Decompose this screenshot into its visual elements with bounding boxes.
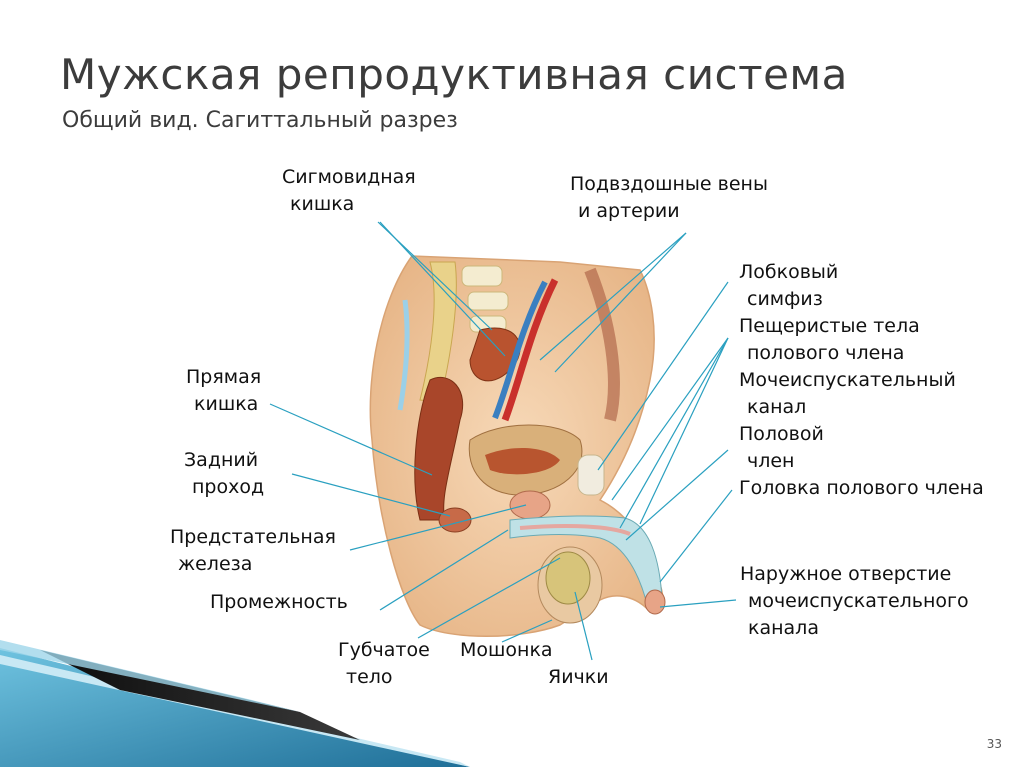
label-anus (184, 447, 264, 501)
label-line: Мочеиспускательный (739, 369, 956, 391)
label-spongy-body (338, 637, 430, 691)
label-line: железа (178, 553, 253, 575)
label-line: Губчатое (338, 639, 430, 661)
label-line: Подвздошные вены (570, 173, 768, 195)
label-line: Предстательная (170, 526, 336, 548)
label-line: и артерии (578, 200, 680, 222)
label-iliac-vessels (570, 171, 768, 225)
label-line: кишка (194, 393, 259, 415)
label-rectum (186, 364, 261, 418)
label-perineum (210, 589, 348, 616)
label-urethral-meatus (740, 561, 969, 642)
slide-title: Мужская репродуктивная система (60, 50, 848, 99)
label-prostate (170, 524, 336, 578)
label-line: канала (748, 617, 819, 639)
label-line: Сигмовидная (282, 166, 416, 188)
label-line: Яички (548, 666, 609, 688)
label-pubic-symphysis (739, 259, 984, 502)
label-line: мочеиспускательного (748, 590, 969, 612)
label-line: Наружное отверстие (740, 563, 952, 585)
label-line: Прямая (186, 366, 262, 388)
label-line: Половой (739, 423, 824, 445)
label-line: проход (192, 476, 265, 498)
label-scrotum (460, 637, 553, 664)
label-line: полового члена (747, 342, 905, 364)
label-line: Пещеристые тела (739, 315, 920, 337)
label-line: канал (747, 396, 807, 418)
label-line: Задний (184, 449, 259, 471)
label-testes (548, 664, 609, 691)
label-sigmoid-colon (282, 164, 416, 218)
label-line: член (747, 450, 795, 472)
pelvis-section (370, 256, 665, 636)
label-line: симфиз (747, 288, 823, 310)
label-line: тело (346, 666, 393, 688)
label-line: Головка полового члена (739, 477, 984, 499)
label-line: Промежность (210, 591, 348, 613)
page-number: 33 (986, 737, 1002, 751)
slide-subtitle: Общий вид. Сагиттальный разрез (62, 108, 458, 133)
label-line: Мошонка (460, 639, 553, 661)
label-line: кишка (290, 193, 355, 215)
label-line: Лобковый (739, 261, 839, 283)
